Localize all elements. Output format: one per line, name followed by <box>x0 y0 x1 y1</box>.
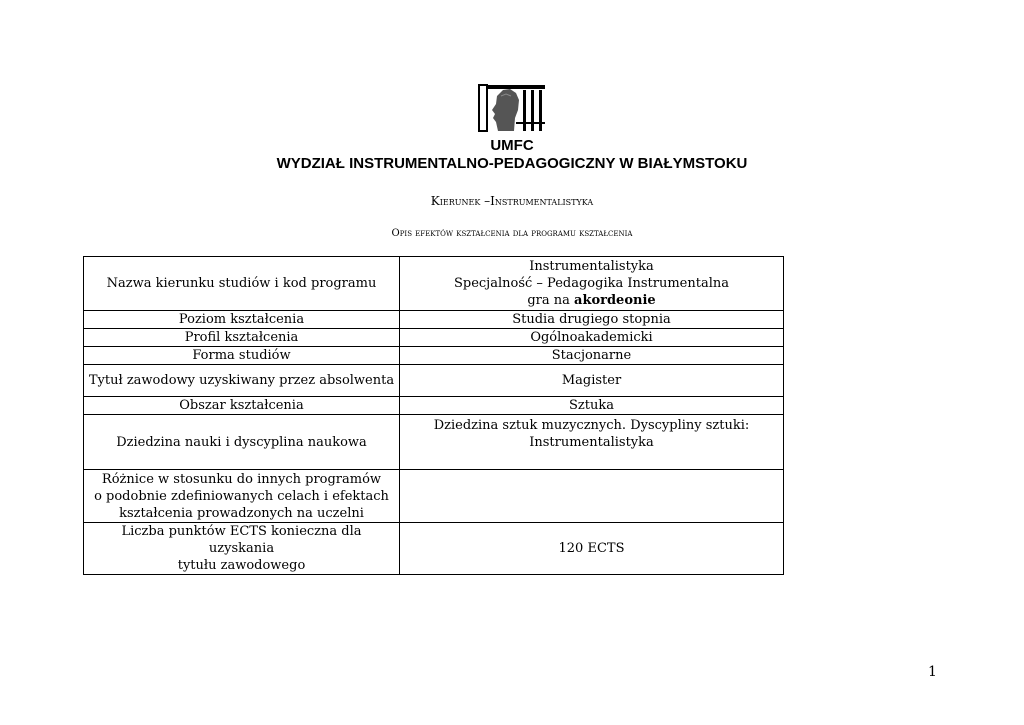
table-row <box>84 397 784 415</box>
row-label: Dziedzina nauki i dyscyplina naukowa <box>84 415 400 470</box>
row-label: Poziom kształcenia <box>84 311 400 329</box>
row-label: Nazwa kierunku studiów i kod programu <box>84 257 400 311</box>
row-value: Studia drugiego stopnia <box>400 311 784 329</box>
label-line: tytułu zawodowego <box>177 558 306 573</box>
description-heading: Opis efektów kształcenia dla programu kształcenia <box>391 228 633 239</box>
field-of-study-heading: Kierunek –Instrumentalistyka <box>430 194 594 208</box>
table-row <box>84 523 784 575</box>
table-row <box>84 329 784 347</box>
label-line: o podobnie zdefiniowanych celach i efektach <box>94 488 389 504</box>
value-line: Instrumentalistyka <box>529 435 654 450</box>
row-label: Tytuł zawodowy uzyskiwany przez absolwenta <box>84 365 400 397</box>
value-prefix: gra na <box>527 293 575 308</box>
row-label: Profil kształcenia <box>84 329 400 347</box>
label-line: Liczba punktów ECTS konieczna dla uzyskania <box>121 524 362 556</box>
label-line: Różnice w stosunku do innych programów <box>101 471 382 487</box>
university-name: UMFC <box>490 137 534 154</box>
table-row <box>84 365 784 397</box>
row-value: Stacjonarne <box>400 347 784 365</box>
row-value <box>400 257 784 311</box>
row-label <box>84 523 400 575</box>
page-number: 1 <box>928 664 937 680</box>
row-value: Sztuka <box>400 397 784 415</box>
table-row <box>84 470 784 523</box>
label-line: kształcenia prowadzonych na uczelni <box>119 505 364 521</box>
row-value <box>400 470 784 523</box>
table-row <box>84 257 784 311</box>
value-line: Specjalność – Pedagogika Instrumentalna <box>453 276 729 291</box>
row-label: Obszar kształcenia <box>84 397 400 415</box>
table-row <box>84 347 784 365</box>
row-label: Forma studiów <box>84 347 400 365</box>
row-value: 120 ECTS <box>400 523 784 575</box>
table-row <box>84 311 784 329</box>
row-value: Ogólnoakademicki <box>400 329 784 347</box>
table-row <box>84 415 784 470</box>
umfc-logo-icon <box>478 84 546 132</box>
faculty-name: WYDZIAŁ INSTRUMENTALNO-PEDAGOGICZNY W BIAŁYMSTOKU <box>276 155 748 172</box>
university-logo <box>478 84 546 132</box>
value-line: Dziedzina sztuk muzycznych. Dyscypliny sztuki: <box>433 418 750 433</box>
row-value: Magister <box>400 365 784 397</box>
value-line <box>404 292 779 309</box>
instrument-name: akordeonie <box>574 293 656 308</box>
row-value <box>400 415 784 470</box>
program-info-table <box>83 256 784 575</box>
row-label <box>84 470 400 523</box>
value-line: Instrumentalistyka <box>529 259 654 274</box>
